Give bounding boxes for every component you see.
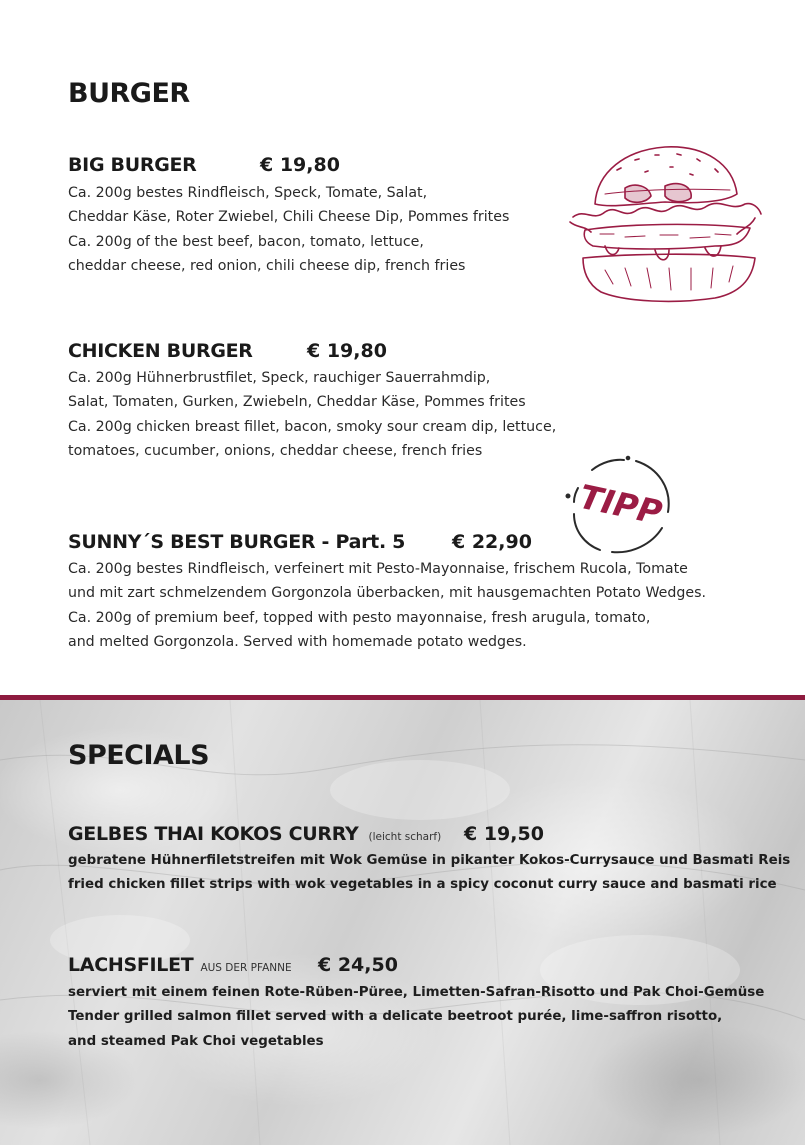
description-line: Tender grilled salmon fillet served with a delicate beetroot purée, lime-saffron risotto, [68, 1009, 723, 1025]
description-line: Salat, Tomaten, Gurken, Zwiebeln, Cheddar Käse, Pommes frites [68, 394, 526, 411]
item-price-lachsfilet: € 24,50 [318, 954, 398, 976]
description-line: tomatoes, cucumber, onions, cheddar cheese, french fries [68, 443, 483, 460]
description-line: fried chicken fillet strips with wok vegetables in a spicy coconut curry sauce and basmati rice [68, 877, 777, 893]
item-name-big-burger: BIG BURGER [68, 154, 197, 176]
item-name-thai-curry: GELBES THAI KOKOS CURRY [68, 823, 359, 845]
description-line: Ca. 200g of premium beef, topped with pesto mayonnaise, fresh arugula, tomato, [68, 609, 651, 626]
item-name-sunnys-best-burger: SUNNY´S BEST BURGER - Part. 5 [68, 531, 406, 553]
item-heading-thai-curry [68, 823, 441, 845]
description-line: cheddar cheese, red onion, chili cheese dip, french fries [68, 258, 466, 275]
description-line: Ca. 200g Hühnerbrustfilet, Speck, rauchiger Sauerrahmdip, [68, 370, 491, 386]
description-line: Ca. 200g bestes Rindfleisch, verfeinert mit Pesto-Mayonnaise, frischem Rucola, Tomate [68, 561, 688, 577]
item-heading-lachsfilet [68, 954, 292, 976]
description-line: gebratene Hühnerfiletstreifen mit Wok Gemüse in pikanter Kokos-Currysauce und Basmati Reis [68, 853, 791, 868]
item-name-chicken-burger: CHICKEN BURGER [68, 340, 253, 362]
description-line: Ca. 200g chicken breast fillet, bacon, smoky sour cream dip, lettuce, [68, 418, 557, 435]
item-price-thai-curry: € 19,50 [464, 823, 544, 845]
tipp-badge [562, 452, 678, 558]
section-title-burger: BURGER [68, 78, 190, 109]
description-line: and melted Gorgonzola. Served with homemade potato wedges. [68, 634, 527, 651]
description-line: Ca. 200g bestes Rindfleisch, Speck, Tomate, Salat, [68, 185, 428, 201]
item-description-sunnys-best-burger [68, 557, 706, 655]
description-line: and steamed Pak Choi vegetables [68, 1033, 324, 1049]
description-line: serviert mit einem feinen Rote-Rüben-Püree, Limetten-Safran-Risotto und Pak Choi-Gemüse [68, 985, 765, 1000]
burger-sketch-icon [565, 142, 765, 307]
section-title-specials: SPECIALS [68, 740, 210, 771]
description-line: Ca. 200g of the best beef, bacon, tomato, lettuce, [68, 233, 424, 250]
item-name-lachsfilet: LACHSFILET [68, 954, 194, 976]
item-price-sunnys-best-burger: € 22,90 [452, 531, 532, 553]
item-description-lachsfilet [68, 981, 764, 1054]
item-description-chicken-burger [68, 366, 556, 464]
specials-section [0, 700, 805, 1145]
description-line: Cheddar Käse, Roter Zwiebel, Chili Cheese Dip, Pommes frites [68, 209, 510, 226]
description-line: und mit zart schmelzendem Gorgonzola überbacken, mit hausgemachten Potato Wedges. [68, 585, 707, 602]
item-price-chicken-burger: € 19,80 [307, 340, 387, 362]
item-description-thai-curry [68, 849, 790, 898]
tipp-badge-label: TIPP [575, 476, 666, 533]
item-note-lachsfilet: AUS DER PFANNE [200, 962, 292, 974]
item-note-thai-curry: (leicht scharf) [368, 831, 442, 843]
item-price-big-burger: € 19,80 [260, 154, 340, 176]
item-description-big-burger [68, 181, 509, 279]
